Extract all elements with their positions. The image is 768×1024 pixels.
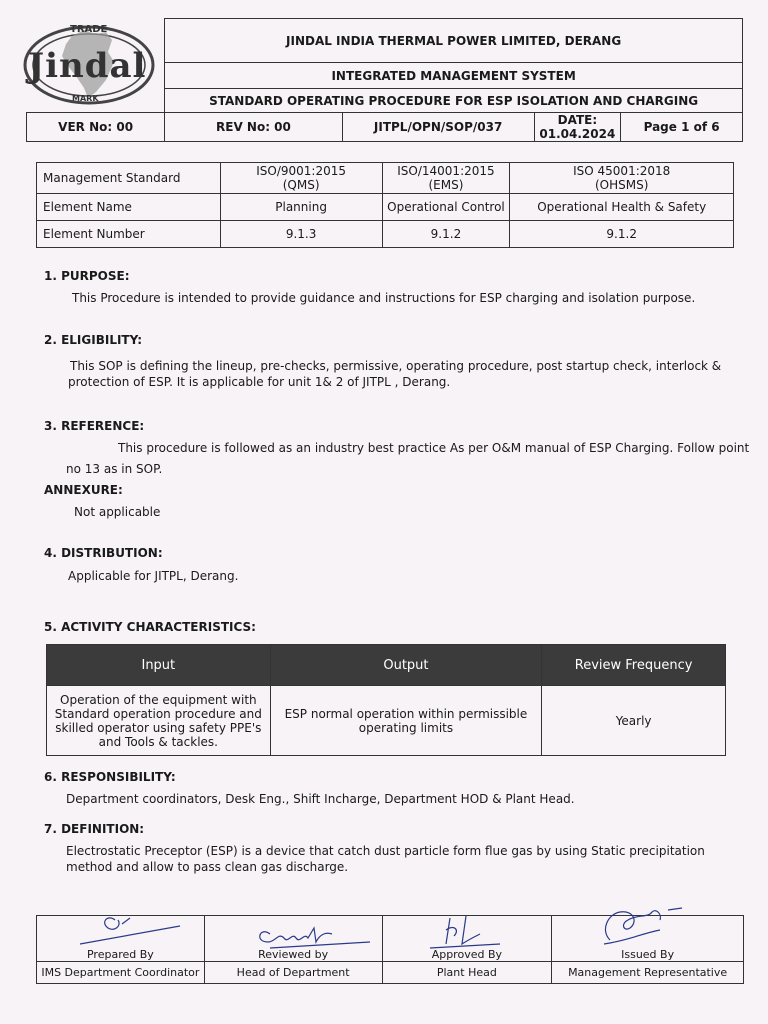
page-number: Page 1 of 6	[621, 113, 743, 142]
table-row	[37, 221, 734, 248]
purpose-text: This Procedure is intended to provide guidance and instructions for ESP charging and isolation purpose.	[72, 291, 696, 305]
iso-45001-cell	[510, 163, 734, 194]
distribution-text: Applicable for JITPL, Derang.	[68, 569, 239, 583]
company-name: JINDAL INDIA THERMAL POWER LIMITED, DERANG	[165, 19, 743, 63]
table-cell: Planning	[220, 194, 382, 221]
input-line: Standard operation procedure and	[54, 706, 262, 721]
document-number: JITPL/OPN/SOP/037	[342, 113, 534, 142]
table-row	[37, 194, 734, 221]
document-header	[26, 18, 743, 142]
input-cell	[47, 686, 271, 756]
eligibility-line-2: protection of ESP. It is applicable for unit 1& 2 of JITPL , Derang.	[68, 375, 451, 389]
table-header-row	[47, 645, 726, 686]
logo-top-text: TRADE	[70, 24, 108, 35]
table-cell: 9.1.2	[510, 221, 734, 248]
definition-line-2: method and allow to pass clean gas discharge.	[66, 860, 349, 874]
approved-by-label: Approved By	[431, 948, 503, 961]
activity-heading: 5. ACTIVITY CHARACTERISTICS:	[44, 620, 256, 634]
output-line: operating limits	[358, 720, 454, 735]
management-standard-table	[36, 162, 734, 248]
reference-line-1: This procedure is followed as an industry best practice As per O&M manual of ESP Charging. Follow point	[118, 441, 750, 455]
iso-line: ISO/9001:2015	[256, 164, 346, 178]
table-row	[47, 686, 726, 756]
input-line: Operation of the equipment with	[60, 692, 257, 707]
row-label: Element Name	[37, 194, 221, 221]
definition-heading: 7. DEFINITION:	[44, 822, 145, 836]
eligibility-heading: 2. ELIGIBILITY:	[44, 333, 143, 347]
column-header-review-frequency: Review Frequency	[542, 645, 726, 686]
activity-characteristics-table	[46, 644, 726, 756]
table-row	[37, 163, 734, 194]
reference-heading: 3. REFERENCE:	[44, 419, 145, 433]
annexure-heading: ANNEXURE:	[44, 483, 123, 497]
reference-line-2: no 13 as in SOP.	[66, 462, 163, 476]
iso-line: ISO/14001:2015	[397, 164, 495, 178]
output-cell	[270, 686, 542, 756]
signature-title-row	[37, 962, 744, 984]
iso-line: (QMS)	[282, 178, 320, 192]
purpose-heading: 1. PURPOSE:	[44, 269, 130, 283]
issued-by-signature	[590, 900, 700, 950]
logo-brand: Jindal	[28, 46, 147, 86]
definition-line-1: Electrostatic Preceptor (ESP) is a device that catch dust particle form flue gas by using Static precipitation	[66, 844, 705, 858]
iso-line: (EMS)	[428, 178, 464, 192]
table-cell: 9.1.3	[220, 221, 382, 248]
revision-number: REV No: 00	[165, 113, 342, 142]
signatory-title: Management Representative	[552, 962, 744, 984]
table-cell: Operational Health & Safety	[510, 194, 734, 221]
iso-9001-cell	[220, 163, 382, 194]
logo-bottom-text: MARK	[72, 94, 99, 103]
iso-line: (OHSMS)	[594, 178, 649, 192]
output-line: ESP normal operation within permissible	[284, 706, 528, 721]
eligibility-line-1: This SOP is defining the lineup, pre-checks, permissive, operating procedure, post startup check, interlock &	[70, 359, 722, 373]
input-line: skilled operator using safety PPE's	[55, 720, 262, 735]
input-line: and Tools & tackles.	[98, 734, 218, 749]
document-date: DATE: 01.04.2024	[534, 113, 621, 142]
review-frequency-cell: Yearly	[542, 686, 726, 756]
approved-by-signature	[420, 910, 520, 950]
row-label: Element Number	[37, 221, 221, 248]
responsibility-text: Department coordinators, Desk Eng., Shift Incharge, Department HOD & Plant Head.	[66, 792, 575, 806]
reviewed-by-label: Reviewed by	[258, 948, 329, 961]
column-header-output: Output	[270, 645, 542, 686]
iso-14001-cell	[382, 163, 510, 194]
signatory-title: IMS Department Coordinator	[37, 962, 205, 984]
distribution-heading: 4. DISTRIBUTION:	[44, 546, 163, 560]
annexure-text: Not applicable	[74, 505, 161, 519]
column-header-input: Input	[47, 645, 271, 686]
signatory-title: Plant Head	[382, 962, 552, 984]
issued-by-label: Issued By	[621, 948, 675, 961]
system-name: INTEGRATED MANAGEMENT SYSTEM	[165, 63, 743, 89]
document-title: STANDARD OPERATING PROCEDURE FOR ESP ISOLATION AND CHARGING	[165, 89, 743, 113]
responsibility-heading: 6. RESPONSIBILITY:	[44, 770, 176, 784]
version-number: VER No: 00	[27, 113, 165, 142]
row-label: Management Standard	[37, 163, 221, 194]
table-cell: Operational Control	[382, 194, 510, 221]
signatory-title: Head of Department	[204, 962, 382, 984]
table-cell: 9.1.2	[382, 221, 510, 248]
prepared-by-signature	[60, 908, 190, 948]
prepared-by-label: Prepared By	[86, 948, 154, 961]
iso-line: ISO 45001:2018	[573, 164, 671, 178]
reviewed-by-signature	[240, 918, 380, 954]
